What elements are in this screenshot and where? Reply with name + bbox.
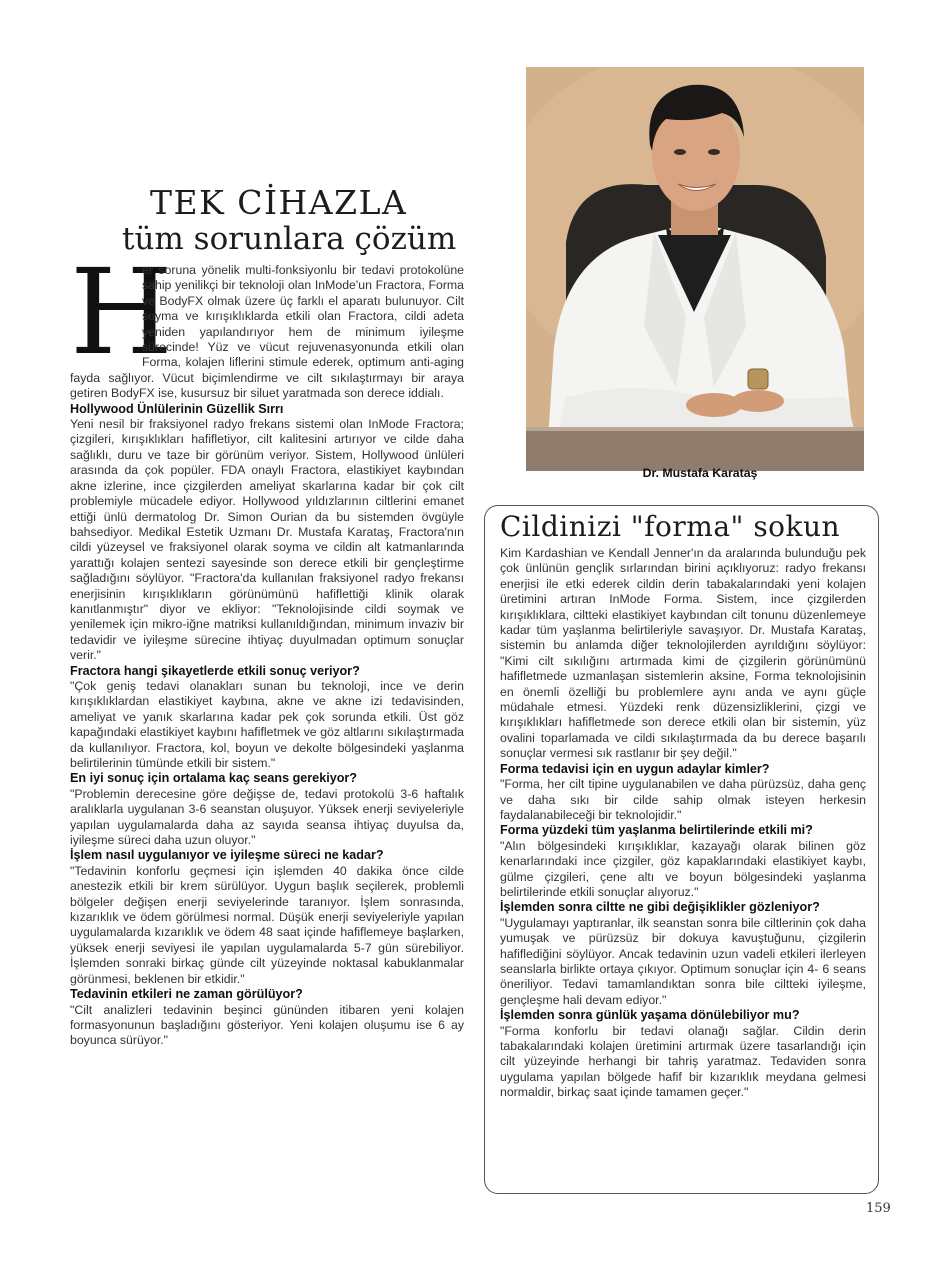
sidebar-title: Cildinizi "forma" sokun bbox=[500, 510, 841, 543]
portrait-illustration bbox=[526, 67, 864, 471]
section-body: "Problemin derecesine göre değişse de, tedavi protokolü 3-6 haftalık aralıklarla uygulanan 3-6 seanstan oluşuyor. Yüksek enerji seviyeleriyle yapılan uygulamalarda daha az sayıda seansa ihtiyaç duyulsa da, iyileşme süreci daha uzun oluyor." bbox=[70, 786, 464, 848]
section-heading: Fractora hangi şikayetlerde etkili sonuç veriyor? bbox=[70, 663, 360, 678]
sidebar-body bbox=[500, 546, 866, 1101]
sidebar-section-body: "Uygulamayı yaptıranlar, ilk seanstan sonra bile ciltlerinin çok daha yumuşak ve pürüzsüz bir dokuya kavuştuğunu, çizgilerin hafiflediğini söylüyor. Ancak tedavinin uzun vadeli etkileri ilerleyen seanslarla birlikte ortaya çıkıyor. Optimum sonuçlar için 4- 6 seans öneriliyor. Tedavi tamamlandıktan sonra bile ciltteki iyileşme, gençleşme hali devam ediyor." bbox=[500, 915, 866, 1007]
section-heading: İşlem nasıl uygulanıyor ve iyileşme süreci ne kadar? bbox=[70, 848, 384, 863]
section-heading: Tedavinin etkileri ne zaman görülüyor? bbox=[70, 987, 303, 1002]
section-body: "Cilt analizleri tedavinin beşinci gününden itibaren yeni kolajen formasyonunun başladığını gösteriyor. Yeni kolajen oluşumu ise 6 ay boyunca sürüyor." bbox=[70, 1002, 464, 1048]
intro-text: er soruna yönelik multi-fonksiyonlu bir tedavi protokolüne sahip yenilikçi bir teknoloji olan InMode'un Fractora, Forma ve BodyFX olmak üzere üç farklı el aparatı bulunuyor. Cilt soyma ve kırışıklıklarda etkili olan Fractora, cildi adeta yeniden yapılandırıyor hem de minimum iyileşme sürecinde! Yüz ve vücut rejuvenasyonunda etkili olan Forma, kolajen liflerini stimule ederek, optimum anti-aging fayda sağlıyor. Vücut biçimlendirme ve cilt sıkılaştırmayı bir araya getiren BodyFX ise, kusursuz bir siluet yaratmada son derece iddialı. bbox=[70, 263, 464, 401]
sidebar-heading: İşlemden sonra ciltte ne gibi değişiklikler gözleniyor? bbox=[500, 900, 820, 915]
drop-cap: H bbox=[70, 243, 173, 381]
sidebar-heading: İşlemden sonra günlük yaşama dönülebiliyor mu? bbox=[500, 1008, 800, 1023]
sidebar-heading: Forma tedavisi için en uygun adaylar kimler? bbox=[500, 761, 770, 776]
photo-caption: Dr. Mustafa Karataş bbox=[642, 466, 758, 480]
article-title-line1: TEK CİHAZLA bbox=[150, 183, 408, 222]
intro-paragraph bbox=[70, 243, 464, 402]
section-heading: Hollywood Ünlülerinin Güzellik Sırrı bbox=[70, 401, 284, 416]
page-number: 159 bbox=[866, 1201, 891, 1216]
sidebar-section-body: "Forma konforlu bir tedavi olanağı sağlar. Cildin derin tabakalarındaki kolajen üretimini artırmak üzere tasarlandığı için cilt yüzeyinde herhangi bir tahriş yaratmaz. Tedaviden sonra uygulama yapılan bölgede hafif bir kızarıklık meydana gelmesi normaldir, birkaç saat içinde tamamen geçer." bbox=[500, 1023, 866, 1100]
doctor-portrait-photo bbox=[526, 67, 864, 471]
section-body: Yeni nesil bir fraksiyonel radyo frekans sistemi olan InMode Fractora; çizgileri, kırışıklıkları hafifletiyor, cilt kalitesini artırıyor ve cilde daha sağlıklı, duru ve taze bir görünüm veriyor. Sistem, Hollywood ünlüleri arasında da çok popüler. FDA onaylı Fractora, elastikiyet kaybından akne izlerine, ince çizgilerden ameliyat skarlarına kadar bir çok cilt problemiyle mücadele ediyor. Hollywood yıldızlarının ciltlerini emanet ettiği ünlü dermatolog Dr. Simon Ourian da bu sistemden övgüyle bahsediyor. Medikal Estetik Uzmanı Dr. Mustafa Karataş, Fractora'nın cildi yüzeysel ve fraksiyonel olarak soyma ve cildin alt katmanlarında yarattığı kolajen sentezi sayesinde son derece etkili bir gençleştirme sağladığını söylüyor. "Fractora'da kullanılan fraksiyonel radyo frekansı enerjisinin kırışıklıkların görünümünü hafiflettiği klinik olarak kanıtlanmıştır" diyor ve ekliyor: "Teknolojisinde cildi soymak ve yenilemek için mikro-iğne matriksi kullanıldığından, minimum invaziv bir tedavidir ve iyileşme sürecine ihtiyaç duyulmadan optimum sonuçlar verir." bbox=[70, 417, 464, 663]
sidebar-heading: Forma yüzdeki tüm yaşlanma belirtilerinde etkili mi? bbox=[500, 823, 813, 838]
section-heading: En iyi sonuç için ortalama kaç seans gerekiyor? bbox=[70, 771, 357, 786]
sidebar-section-body: "Forma, her cilt tipine uygulanabilen ve daha pürüzsüz, daha genç ve daha sıkı bir cilde sahip olmak isteyen herkesin faydalanabileceği bir teknolojidir." bbox=[500, 777, 866, 822]
section-body: "Çok geniş tedavi olanakları sunan bu teknoloji, ince ve derin kırışıklıklardan elastikiyet kaybına, akne ve akne izi tedavisinden, ameliyat ve yanık skarlarına kadar pek çok sorunda etkili. Üst göz kapağındaki elastikiyet kaybını hafifletmek ve göz altlarını sıkılaştırmada da kullanılıyor. Fractora, kol, boyun ve dekolte bölgesindeki yaşlanma belirtilerinin tümünde etkili bir sistem." bbox=[70, 678, 464, 770]
article-title-line2: tüm sorunlara çözüm bbox=[122, 221, 457, 257]
section-body: "Tedavinin konforlu geçmesi için işlemden 40 dakika önce cilde anestezik etkili bir krem sürülüyor. Uygun başlık seçilerek, problemli bölgeler değişen enerji seviyelerinde taranıyor. İşlem sonrasında, kızarıklık ve ödem görülmesi normal. Düşük enerji seviyeleriyle yapılan uygulamalarda kızarıklık ve ödem 48 saat içinde hafiflemeye başlarken, yüksek enerji seviyesi ile yapılan uygulamalarda 5-7 gün sürebiliyor. İşlemden sonraki birkaç günde cilt yüzeyinde noktasal kabuklanmalar görünmesi, beklenen bir etkidir." bbox=[70, 863, 464, 986]
sidebar-section-body: "Alın bölgesindeki kırışıklıklar, kazayağı olarak bilinen göz kenarlarındaki ince çizgiler, göz kapaklarındaki elastikiyet kaybı, gülme çizgileri, çene altı ve boyun bölgesindeki yaşlanma belirtilerinde etkili sonuçlar alıyoruz." bbox=[500, 838, 866, 899]
left-article-body bbox=[70, 243, 464, 1049]
sidebar-intro: Kim Kardashian ve Kendall Jenner'ın da aralarında bulunduğu pek çok ünlünün gençlik sırlarından birini açıklıyoruz: radyo frekansı enerjisi ile etki ederek cildin derin tabakalarındaki yeni kolajen üretimini artıran InMode Forma. Sistem, ince çizgilerden kırışıklıklara, ciltteki elastikiyet kaybından cilt tonunu düzenlemeye kadar tüm yaşlanma belirtileriyle savaşıyor. Dr. Mustafa Karataş, sistemin bu anlamda diğer teknolojilerden ayrıldığını söylüyor: "Kimi cilt sıkılığını artırmada kimi de çizgilerin görünümünü hafifletmede uzmanlaşan sistemlerin aksine, Forma teknolojisinin en önemli özelliği bu problemlere aynı anda ve aynı güçle müdahale etmesi. Yüzdeki renk düzensizliklerini, çizgi ve kırışıklıkları hafifletmede son derece etkili olan bir sistemin, yüz ovalini toparlamada ve cildi sıkılaştırmada da bu derece başarılı sonuçlar vermesi sık rastlanır bir şey değil." bbox=[500, 546, 866, 761]
